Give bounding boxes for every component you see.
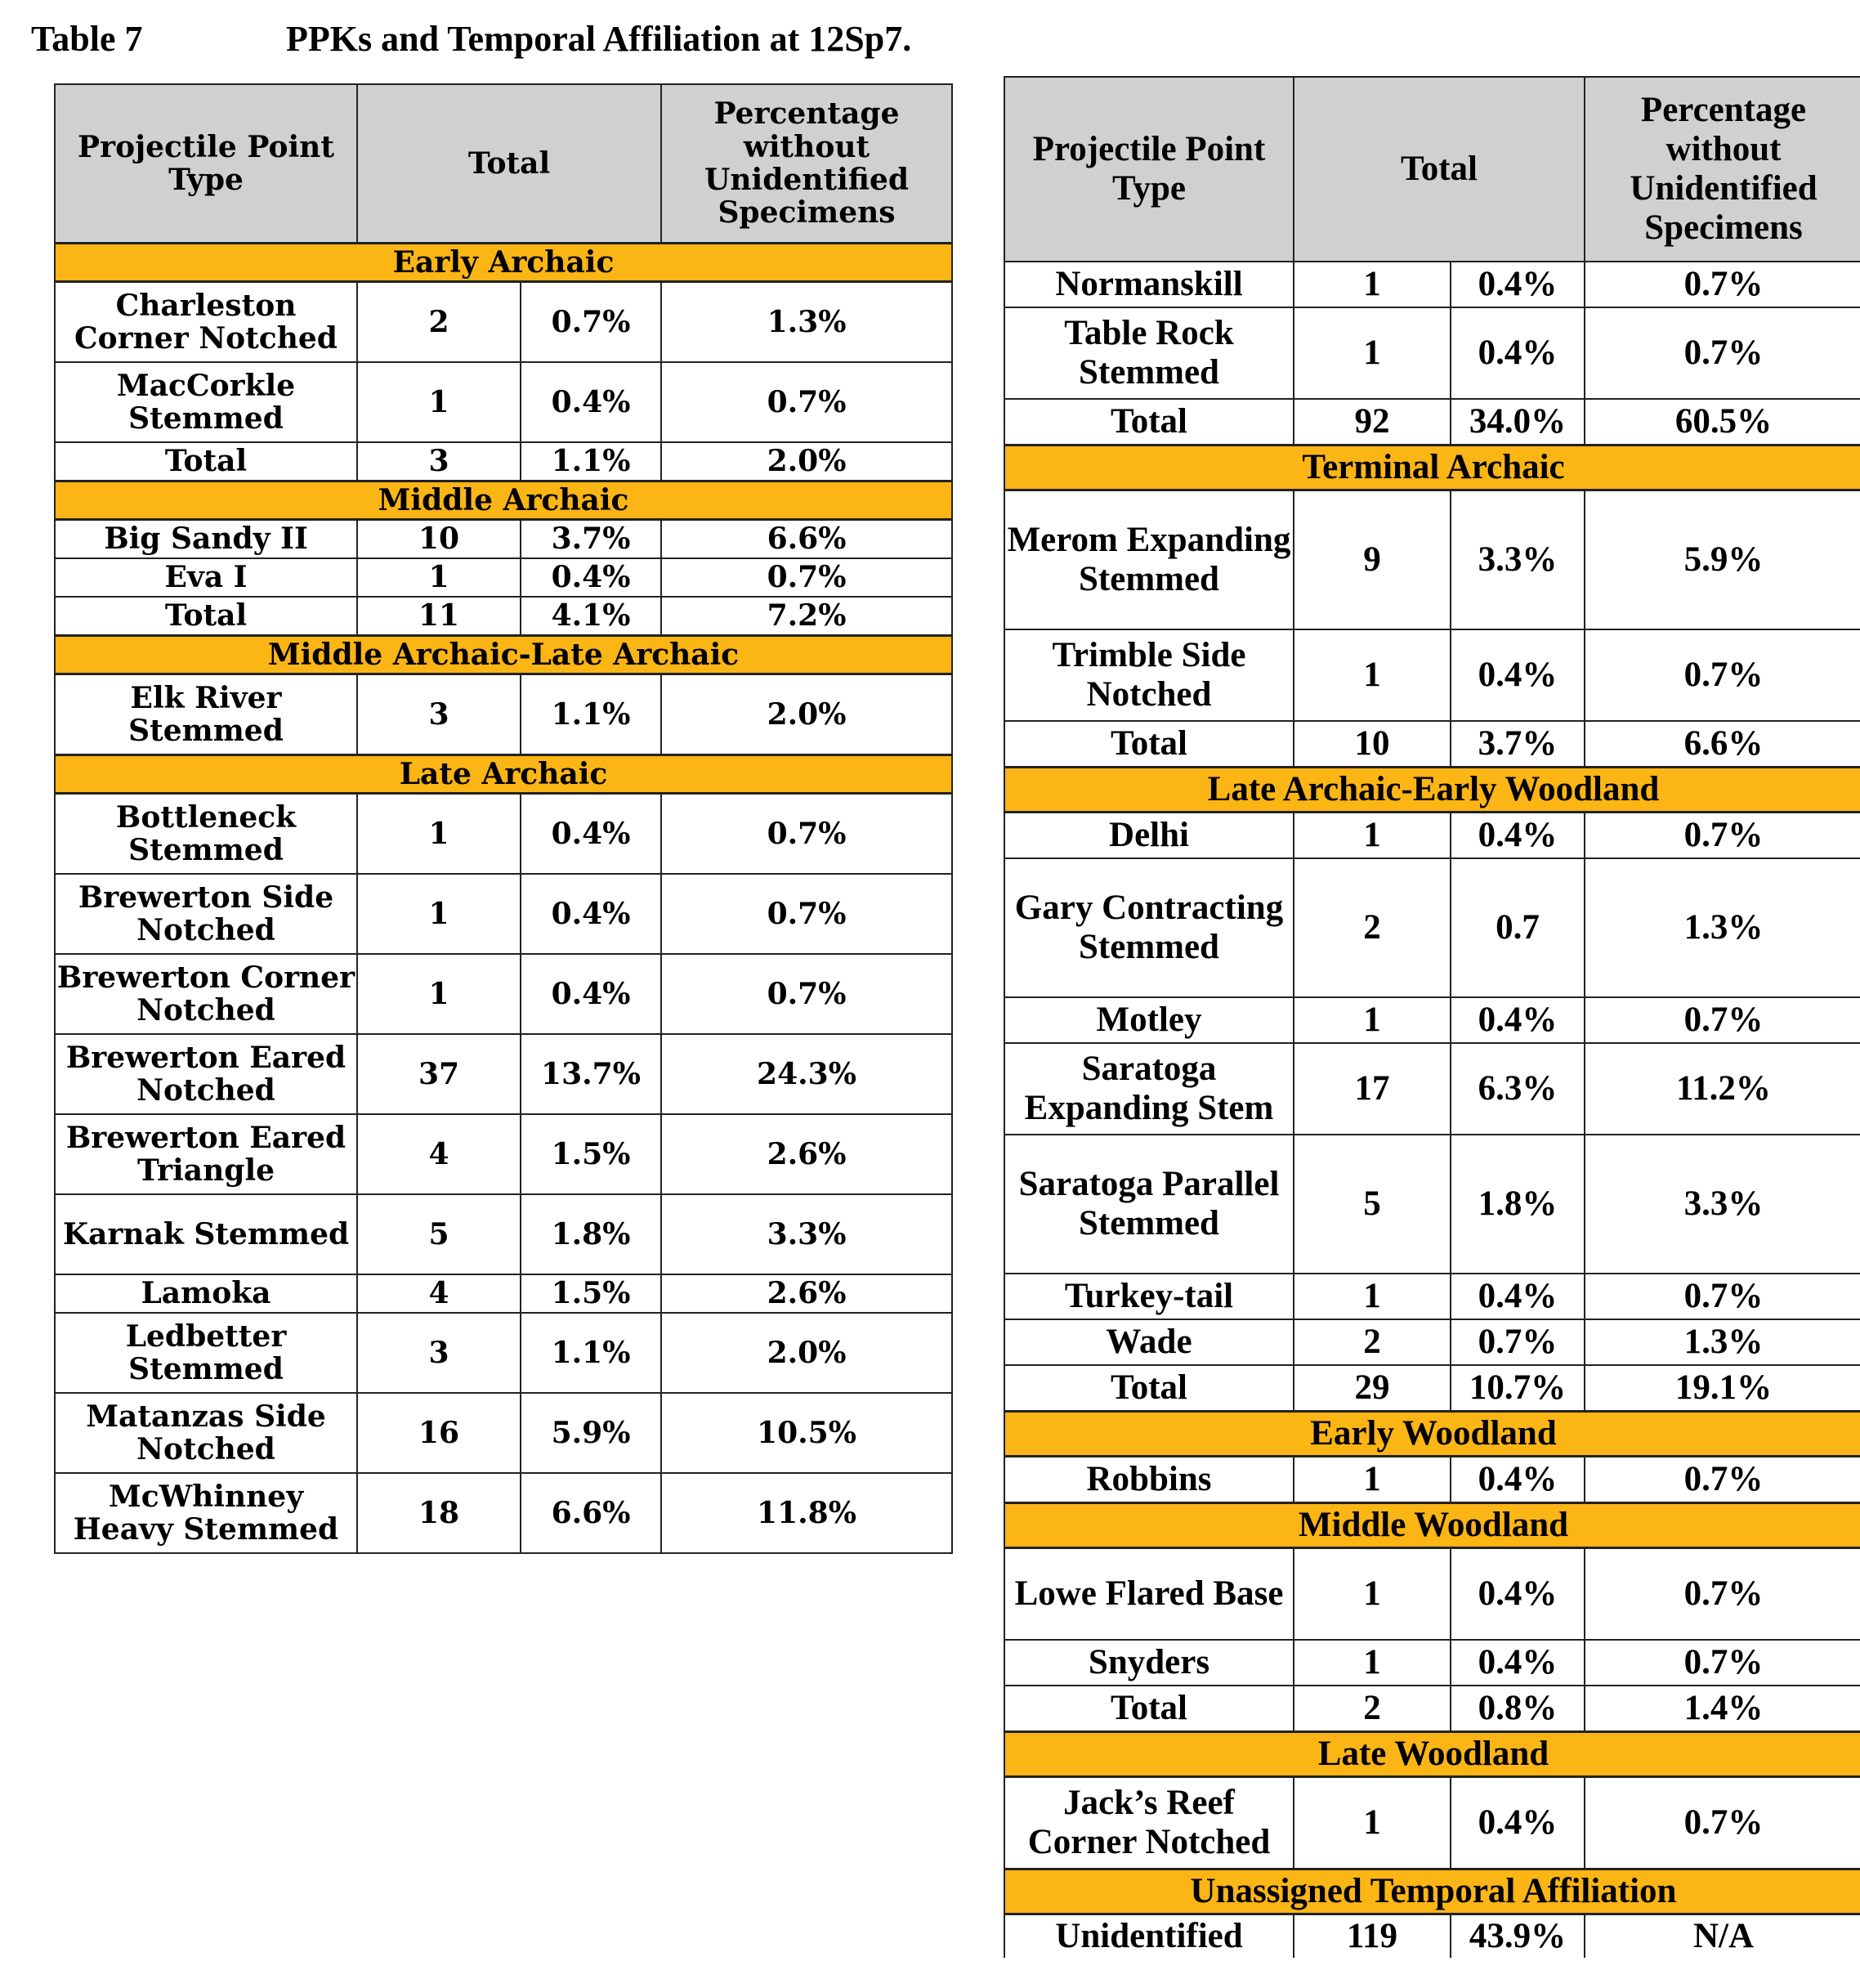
cell-percent: 6.3% xyxy=(1451,1043,1585,1135)
cell-percent: 0.7% xyxy=(1451,1319,1585,1365)
table-row xyxy=(1004,1914,1860,1959)
cell-count: 4 xyxy=(357,1274,521,1313)
cell-count: 1 xyxy=(1294,813,1451,859)
total-row xyxy=(1004,1365,1860,1412)
cell-count: 1 xyxy=(1294,1777,1451,1869)
cell-percent-without: 7.2% xyxy=(661,597,952,636)
section-label: Middle Woodland xyxy=(1004,1503,1860,1548)
total-row xyxy=(55,442,952,481)
cell-count: 10 xyxy=(357,520,521,559)
cell-percent-without: 0.7% xyxy=(661,362,952,442)
cell-count: 3 xyxy=(357,442,521,481)
cell-count: 1 xyxy=(357,558,521,597)
cell-count: 9 xyxy=(1294,490,1451,630)
cell-percent-without: 60.5% xyxy=(1585,399,1860,446)
cell-percent: 1.1% xyxy=(521,442,661,481)
cell-type: Snyders xyxy=(1004,1640,1294,1686)
cell-percent: 0.4% xyxy=(1451,1548,1585,1641)
cell-percent-without: 0.7% xyxy=(1585,1548,1860,1641)
cell-percent: 1.8% xyxy=(521,1194,661,1274)
table-caption xyxy=(31,18,911,60)
section-label: Middle Archaic xyxy=(55,481,952,520)
cell-type: Table Rock Stemmed xyxy=(1004,307,1294,399)
cell-type: Motley xyxy=(1004,997,1294,1043)
cell-percent: 0.4% xyxy=(1451,629,1585,721)
cell-percent-without: 11.2% xyxy=(1585,1043,1860,1135)
header-type: Projectile Point Type xyxy=(1004,77,1294,262)
ppk-table-left xyxy=(54,83,953,1554)
cell-percent: 10.7% xyxy=(1451,1365,1585,1412)
cell-percent: 3.3% xyxy=(1451,490,1585,630)
section-row xyxy=(1004,1732,1860,1777)
cell-percent-without: 11.8% xyxy=(661,1473,952,1553)
cell-percent-without: 3.3% xyxy=(661,1194,952,1274)
cell-percent: 1.1% xyxy=(521,1313,661,1393)
cell-count: 17 xyxy=(1294,1043,1451,1135)
cell-percent: 1.5% xyxy=(521,1274,661,1313)
cell-percent-without: 0.7% xyxy=(661,874,952,954)
table-row xyxy=(55,1274,952,1313)
table-row xyxy=(1004,629,1860,721)
cell-type: Total xyxy=(1004,399,1294,446)
cell-percent: 3.7% xyxy=(521,520,661,559)
table-row xyxy=(55,1313,952,1393)
cell-percent-without: 0.7% xyxy=(661,794,952,875)
cell-percent-without: 24.3% xyxy=(661,1034,952,1114)
table-row xyxy=(55,520,952,559)
cell-count: 3 xyxy=(357,674,521,755)
section-label: Middle Archaic-Late Archaic xyxy=(55,636,952,674)
cell-percent-without: 0.7% xyxy=(1585,629,1860,721)
header-type: Projectile Point Type xyxy=(55,84,357,244)
cell-percent: 0.7% xyxy=(521,282,661,363)
cell-type: Total xyxy=(1004,721,1294,768)
cell-percent-without: 5.9% xyxy=(1585,490,1860,630)
cell-percent: 0.4% xyxy=(1451,1457,1585,1503)
cell-percent: 0.4% xyxy=(521,558,661,597)
cell-percent-without: 1.4% xyxy=(1585,1686,1860,1732)
section-row xyxy=(1004,446,1860,490)
section-row xyxy=(1004,768,1860,813)
cell-type: Merom Expanding Stemmed xyxy=(1004,490,1294,630)
table-row xyxy=(1004,1274,1860,1319)
cell-percent: 0.7 xyxy=(1451,858,1585,997)
cell-percent: 0.4% xyxy=(1451,1640,1585,1686)
table-row xyxy=(55,794,952,875)
cell-type: Normanskill xyxy=(1004,262,1294,307)
cell-count: 1 xyxy=(1294,262,1451,307)
cell-count: 1 xyxy=(357,874,521,954)
cell-type: Brewerton Side Notched xyxy=(55,874,357,954)
cell-percent-without: 0.7% xyxy=(661,954,952,1034)
header-total: Total xyxy=(1294,77,1585,262)
table-row xyxy=(55,674,952,755)
cell-percent-without: 1.3% xyxy=(1585,1319,1860,1365)
section-label: Early Archaic xyxy=(55,244,952,282)
cell-percent-without: 6.6% xyxy=(1585,721,1860,768)
header-row xyxy=(55,84,952,244)
cell-count: 4 xyxy=(357,1114,521,1194)
table-title: PPKs and Temporal Affiliation at 12Sp7. xyxy=(286,19,912,59)
table-row xyxy=(1004,1457,1860,1503)
section-label: Late Archaic-Early Woodland xyxy=(1004,768,1860,813)
cell-count: 2 xyxy=(1294,858,1451,997)
cell-percent-without: 0.7% xyxy=(1585,1640,1860,1686)
cell-percent: 0.8% xyxy=(1451,1686,1585,1732)
cell-count: 1 xyxy=(1294,1457,1451,1503)
cell-count: 1 xyxy=(1294,1274,1451,1319)
table-number: Table 7 xyxy=(31,19,143,59)
cell-percent: 0.4% xyxy=(1451,307,1585,399)
cell-percent: 5.9% xyxy=(521,1393,661,1473)
table-row xyxy=(1004,1135,1860,1274)
table-row xyxy=(1004,1640,1860,1686)
cell-type: Ledbetter Stemmed xyxy=(55,1313,357,1393)
cell-type: Total xyxy=(1004,1686,1294,1732)
cell-percent: 0.4% xyxy=(1451,1777,1585,1869)
cell-count: 11 xyxy=(357,597,521,636)
cell-type: Wade xyxy=(1004,1319,1294,1365)
cell-type: Eva I xyxy=(55,558,357,597)
cell-percent-without: 2.0% xyxy=(661,674,952,755)
section-label: Late Archaic xyxy=(55,755,952,794)
table-row xyxy=(55,558,952,597)
cell-count: 1 xyxy=(1294,629,1451,721)
section-label: Early Woodland xyxy=(1004,1412,1860,1457)
cell-count: 2 xyxy=(357,282,521,363)
cell-count: 2 xyxy=(1294,1319,1451,1365)
cell-count: 3 xyxy=(357,1313,521,1393)
table-row xyxy=(1004,813,1860,859)
cell-type: Charleston Corner Notched xyxy=(55,282,357,363)
section-row xyxy=(1004,1869,1860,1914)
table-row xyxy=(1004,490,1860,630)
cell-percent: 1.1% xyxy=(521,674,661,755)
table-row xyxy=(55,1194,952,1274)
cell-type: MacCorkle Stemmed xyxy=(55,362,357,442)
cell-percent-without: 19.1% xyxy=(1585,1365,1860,1412)
cell-type: Brewerton Corner Notched xyxy=(55,954,357,1034)
cell-percent-without: 0.7% xyxy=(1585,262,1860,307)
cell-type: Brewerton Eared Notched xyxy=(55,1034,357,1114)
cell-percent-without: 3.3% xyxy=(1585,1135,1860,1274)
cell-type: Lamoka xyxy=(55,1274,357,1313)
table-row xyxy=(55,362,952,442)
section-row xyxy=(1004,1503,1860,1548)
cell-count: 1 xyxy=(357,362,521,442)
section-label: Unassigned Temporal Affiliation xyxy=(1004,1869,1860,1914)
cell-percent-without: 0.7% xyxy=(1585,307,1860,399)
cell-type: Brewerton Eared Triangle xyxy=(55,1114,357,1194)
section-label: Terminal Archaic xyxy=(1004,446,1860,490)
cell-percent-without: N/A xyxy=(1585,1914,1860,1959)
cell-type: Big Sandy II xyxy=(55,520,357,559)
cell-percent: 1.8% xyxy=(1451,1135,1585,1274)
cell-percent-without: 10.5% xyxy=(661,1393,952,1473)
ppk-table-right xyxy=(1004,76,1860,1958)
cell-count: 29 xyxy=(1294,1365,1451,1412)
cell-count: 5 xyxy=(1294,1135,1451,1274)
section-row xyxy=(55,244,952,282)
cell-percent: 13.7% xyxy=(521,1034,661,1114)
cell-type: Bottleneck Stemmed xyxy=(55,794,357,875)
cell-type: Lowe Flared Base xyxy=(1004,1548,1294,1641)
cell-count: 2 xyxy=(1294,1686,1451,1732)
header-percentage: Percentage without Unidentified Specimens xyxy=(1585,77,1860,262)
cell-count: 119 xyxy=(1294,1914,1451,1959)
section-label: Late Woodland xyxy=(1004,1732,1860,1777)
cell-percent: 3.7% xyxy=(1451,721,1585,768)
cell-type: Jack’s Reef Corner Notched xyxy=(1004,1777,1294,1869)
cell-percent: 0.4% xyxy=(521,874,661,954)
cell-percent-without: 2.6% xyxy=(661,1274,952,1313)
cell-type: McWhinney Heavy Stemmed xyxy=(55,1473,357,1553)
cell-percent: 0.4% xyxy=(521,362,661,442)
total-row xyxy=(1004,1686,1860,1732)
cell-percent: 4.1% xyxy=(521,597,661,636)
table-row xyxy=(55,1114,952,1194)
cell-count: 10 xyxy=(1294,721,1451,768)
cell-type: Gary Contracting Stemmed xyxy=(1004,858,1294,997)
section-row xyxy=(1004,1412,1860,1457)
cell-count: 1 xyxy=(357,794,521,875)
table-row xyxy=(1004,1548,1860,1641)
table-row xyxy=(55,874,952,954)
table-row xyxy=(1004,1319,1860,1365)
section-row xyxy=(55,636,952,674)
header-total: Total xyxy=(357,84,661,244)
table-row xyxy=(1004,1777,1860,1869)
cell-percent: 34.0% xyxy=(1451,399,1585,446)
cell-percent-without: 0.7% xyxy=(1585,813,1860,859)
total-row xyxy=(1004,399,1860,446)
table-row xyxy=(55,1473,952,1553)
cell-percent-without: 2.0% xyxy=(661,1313,952,1393)
cell-percent: 0.4% xyxy=(1451,1274,1585,1319)
cell-percent-without: 6.6% xyxy=(661,520,952,559)
cell-count: 5 xyxy=(357,1194,521,1274)
cell-count: 16 xyxy=(357,1393,521,1473)
cell-type: Unidentified xyxy=(1004,1914,1294,1959)
cell-type: Total xyxy=(55,597,357,636)
section-row xyxy=(55,755,952,794)
cell-count: 1 xyxy=(1294,307,1451,399)
table-row xyxy=(1004,262,1860,307)
cell-type: Robbins xyxy=(1004,1457,1294,1503)
cell-percent: 0.4% xyxy=(1451,997,1585,1043)
cell-type: Matanzas Side Notched xyxy=(55,1393,357,1473)
cell-count: 1 xyxy=(1294,1640,1451,1686)
total-row xyxy=(1004,721,1860,768)
table-row xyxy=(1004,1043,1860,1135)
cell-count: 92 xyxy=(1294,399,1451,446)
cell-percent-without: 2.0% xyxy=(661,442,952,481)
cell-type: Delhi xyxy=(1004,813,1294,859)
table-row xyxy=(55,1034,952,1114)
table-row xyxy=(1004,997,1860,1043)
cell-percent: 1.5% xyxy=(521,1114,661,1194)
cell-percent-without: 0.7% xyxy=(1585,997,1860,1043)
cell-type: Turkey-tail xyxy=(1004,1274,1294,1319)
cell-percent-without: 1.3% xyxy=(661,282,952,363)
total-row xyxy=(55,597,952,636)
cell-type: Elk River Stemmed xyxy=(55,674,357,755)
cell-percent-without: 1.3% xyxy=(1585,858,1860,997)
section-row xyxy=(55,481,952,520)
cell-percent-without: 0.7% xyxy=(1585,1274,1860,1319)
table-row xyxy=(1004,307,1860,399)
cell-percent: 43.9% xyxy=(1451,1914,1585,1959)
cell-count: 1 xyxy=(1294,1548,1451,1641)
cell-percent: 0.4% xyxy=(521,954,661,1034)
cell-percent-without: 0.7% xyxy=(661,558,952,597)
table-row xyxy=(55,1393,952,1473)
cell-type: Trimble Side Notched xyxy=(1004,629,1294,721)
cell-percent: 0.4% xyxy=(1451,262,1585,307)
cell-count: 1 xyxy=(357,954,521,1034)
table-row xyxy=(1004,858,1860,997)
header-percentage: Percentage without Unidentified Specimens xyxy=(661,84,952,244)
cell-percent-without: 0.7% xyxy=(1585,1457,1860,1503)
cell-percent: 0.4% xyxy=(521,794,661,875)
table-row xyxy=(55,282,952,363)
cell-percent: 0.4% xyxy=(1451,813,1585,859)
table-row xyxy=(55,954,952,1034)
cell-count: 1 xyxy=(1294,997,1451,1043)
cell-type: Saratoga Parallel Stemmed xyxy=(1004,1135,1294,1274)
cell-percent-without: 2.6% xyxy=(661,1114,952,1194)
cell-count: 37 xyxy=(357,1034,521,1114)
header-row xyxy=(1004,77,1860,262)
cell-type: Saratoga Expanding Stem xyxy=(1004,1043,1294,1135)
cell-count: 18 xyxy=(357,1473,521,1553)
cell-percent-without: 0.7% xyxy=(1585,1777,1860,1869)
cell-type: Total xyxy=(55,442,357,481)
cell-percent: 6.6% xyxy=(521,1473,661,1553)
cell-type: Karnak Stemmed xyxy=(55,1194,357,1274)
cell-type: Total xyxy=(1004,1365,1294,1412)
